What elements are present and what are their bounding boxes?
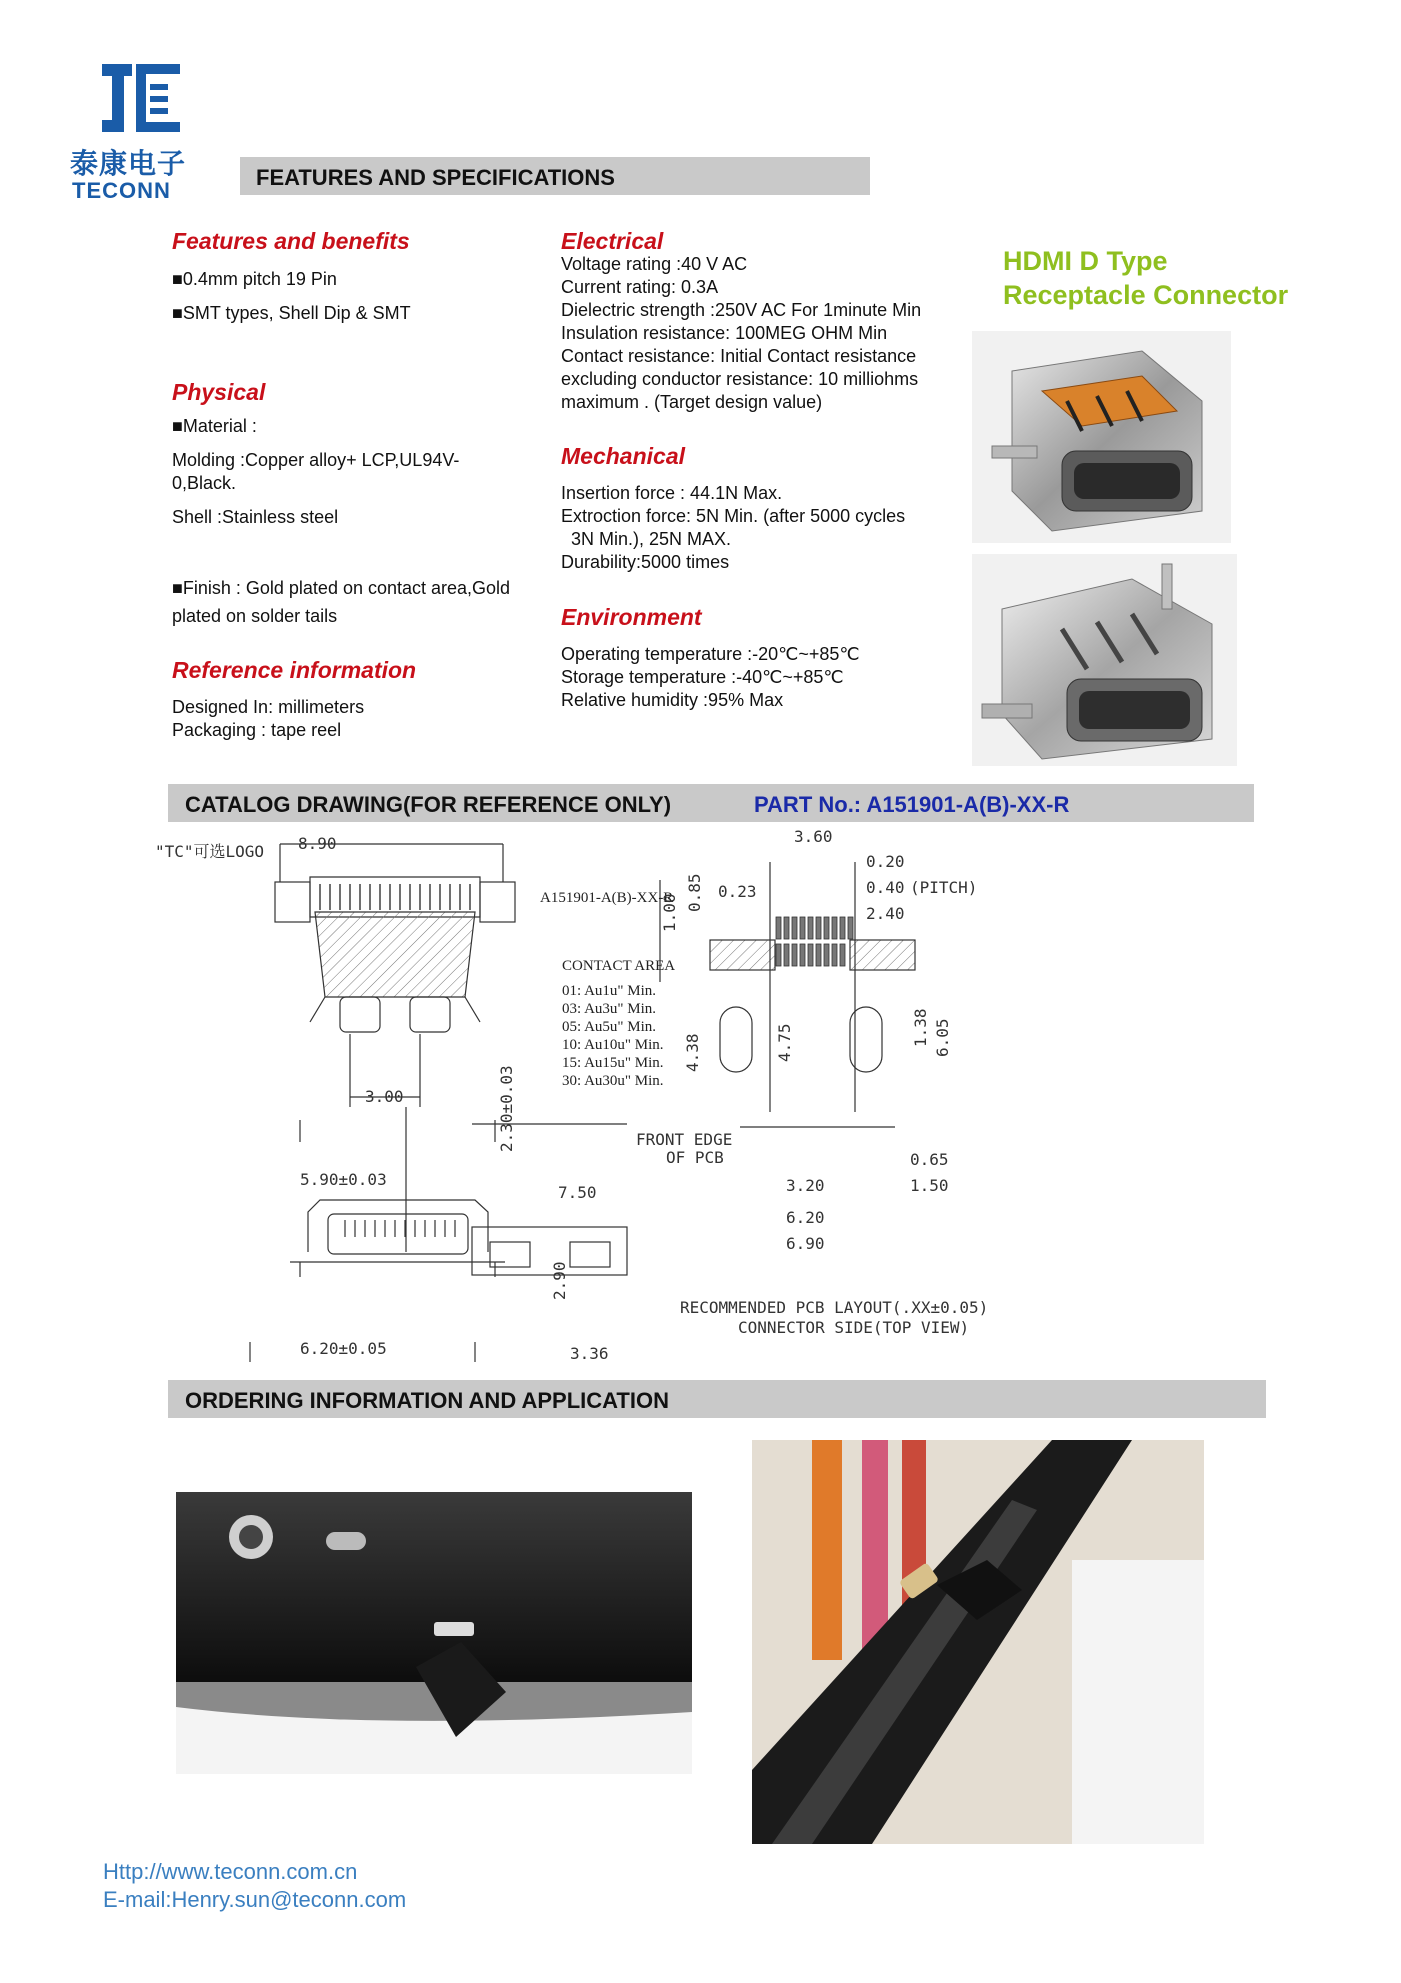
dim-label: 3.00 (365, 1087, 404, 1106)
dim-label: 1.00 (660, 893, 679, 932)
logo-cn-name: 泰康电子 (70, 147, 187, 180)
contact-area-item: 03: Au3u" Min. (562, 1001, 657, 1017)
catalog-header-bar (168, 784, 1254, 822)
dim-label: 6.20 (786, 1208, 825, 1227)
catalog-title: CATALOG DRAWING(FOR REFERENCE ONLY) (185, 792, 672, 817)
spec-line: Insulation resistance: 100MEG OHM Min (561, 323, 888, 343)
email-text: E-mail:Henry.sun@teconn.com (103, 1887, 407, 1912)
dim-label: 1.38 (911, 1008, 930, 1047)
electrical-heading: Electrical (561, 228, 664, 254)
feature-item: ■SMT types, Shell Dip & SMT (172, 303, 411, 323)
dim-label: 1.50 (910, 1176, 949, 1195)
dim-label: 4.75 (775, 1023, 794, 1062)
dim-label: 2.30±0.03 (497, 1065, 516, 1152)
environment-specs (561, 643, 860, 712)
physical-heading: Physical (172, 379, 266, 405)
dim-label: (PITCH) (910, 878, 978, 897)
company-logo (70, 62, 210, 202)
connector-photo-top (972, 331, 1231, 543)
dim-label: 5.90±0.03 (300, 1170, 387, 1189)
dim-label: 6.20±0.05 (300, 1339, 387, 1358)
spec-line: Insertion force : 44.1N Max. (561, 483, 783, 503)
spec-line: maximum . (Target design value) (561, 392, 823, 412)
feature-item: ■0.4mm pitch 19 Pin (172, 269, 337, 289)
application-photo-phone (176, 1492, 692, 1774)
dim-label: 6.05 (933, 1018, 952, 1057)
contact-area-item: 15: Au15u" Min. (562, 1055, 664, 1071)
reference-heading: Reference information (172, 657, 417, 683)
spec-line: excluding conductor resistance: 10 milliohms (561, 369, 919, 389)
mechanical-heading: Mechanical (561, 443, 685, 469)
ordering-title: ORDERING INFORMATION AND APPLICATION (185, 1388, 669, 1413)
contact-area-item: 05: Au5u" Min. (562, 1019, 657, 1035)
logo-mark-icon (102, 62, 182, 134)
dim-label: 7.50 (558, 1183, 597, 1202)
spec-line: Dielectric strength :250V AC For 1minute Min (561, 300, 922, 320)
part-number: PART No.: A151901-A(B)-XX-R (754, 792, 1070, 817)
dim-label: 0.40 (866, 878, 905, 897)
dim-label: 3.20 (786, 1176, 825, 1195)
layout-note: CONNECTOR SIDE(TOP VIEW) (738, 1318, 970, 1337)
electrical-specs (561, 253, 921, 414)
spec-line: Current rating: 0.3A (561, 277, 719, 297)
spec-line: Durability:5000 times (561, 552, 730, 572)
tc-logo-note: "TC"可选LOGO (155, 842, 265, 861)
contact-area-item: 10: Au10u" Min. (562, 1037, 664, 1053)
product-title-1: HDMI D Type (1003, 246, 1168, 276)
website-link[interactable] (103, 1859, 357, 1885)
dim-label: 0.65 (910, 1150, 949, 1169)
dim-label: 0.20 (866, 852, 905, 871)
ordering-header-bar (168, 1380, 1266, 1418)
dim-label: 2.90 (550, 1261, 569, 1300)
physical-molding-2: 0,Black. (172, 473, 237, 493)
spec-line: Operating temperature :-20℃~+85℃ (561, 644, 860, 664)
dim-label: 6.90 (786, 1234, 825, 1253)
dim-label: 8.90 (298, 834, 337, 853)
front-edge-label: OF PCB (666, 1148, 724, 1167)
contact-area-item: 01: Au1u" Min. (562, 983, 657, 999)
physical-shell: Shell :Stainless steel (172, 507, 339, 527)
physical-finish-1: ■Finish : Gold plated on contact area,Gold (172, 578, 511, 598)
features-header-bar (240, 157, 870, 195)
features-heading: Features and benefits (172, 228, 410, 254)
dim-label: 0.85 (685, 873, 704, 912)
environment-heading: Environment (561, 604, 702, 630)
spec-line: Contact resistance: Initial Contact resistance (561, 346, 917, 366)
layout-note: RECOMMENDED PCB LAYOUT(.XX±0.05) (680, 1298, 989, 1317)
spec-line: Storage temperature :-40℃~+85℃ (561, 667, 844, 687)
physical-finish-2: plated on solder tails (172, 606, 338, 626)
connector-photo-bottom (972, 554, 1237, 766)
physical-molding-1: Molding :Copper alloy+ LCP,UL94V- (172, 450, 460, 470)
contact-area-item: 30: Au30u" Min. (562, 1073, 664, 1089)
spec-line: Extroction force: 5N Min. (after 5000 cycles (561, 506, 906, 526)
spec-line: Voltage rating :40 V AC (561, 254, 748, 274)
front-edge-label: FRONT EDGE (636, 1130, 733, 1149)
spec-line: 3N Min.), 25N MAX. (561, 529, 732, 549)
application-photo-device (752, 1440, 1204, 1844)
page-title: FEATURES AND SPECIFICATIONS (256, 165, 615, 190)
spec-line: Relative humidity :95% Max (561, 690, 784, 710)
physical-material: ■Material : (172, 416, 257, 436)
dim-label: 0.23 (718, 882, 757, 901)
website-link-text[interactable]: Http://www.teconn.com.cn (103, 1859, 358, 1884)
drawing-part-code: A151901-A(B)-XX-R (540, 890, 674, 906)
dim-label: 4.38 (683, 1033, 702, 1072)
catalog-drawing (150, 822, 1260, 1382)
dim-label: 3.36 (570, 1344, 609, 1363)
dim-label: 3.60 (794, 827, 833, 846)
contact-area-title: CONTACT AREA (562, 958, 676, 974)
mechanical-specs (561, 482, 905, 574)
reference-packaging: Packaging : tape reel (172, 720, 342, 740)
reference-designed: Designed In: millimeters (172, 697, 365, 717)
product-title-2: Receptacle Connector (1003, 280, 1289, 310)
dim-label: 2.40 (866, 904, 905, 923)
logo-en-name: TECONN (72, 178, 171, 203)
